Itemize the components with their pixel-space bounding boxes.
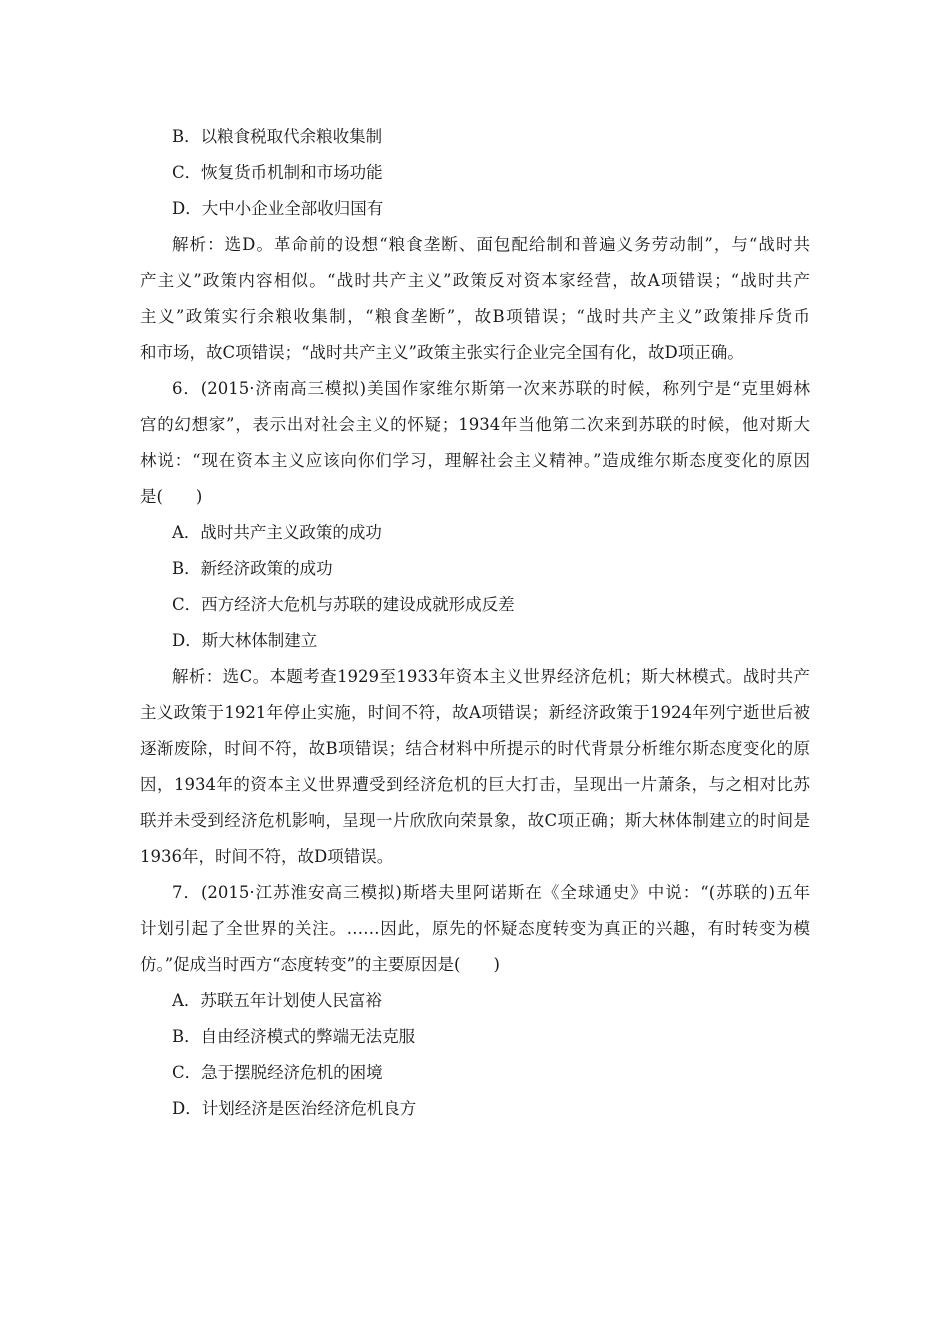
q6-explanation-line: 逐渐废除，时间不符，故B项错误；结合材料中所提示的时代背景分析维尔斯态度变化的原 [140, 739, 810, 758]
q5-option-c: C．恢复货币机制和市场功能 [172, 163, 383, 182]
q5-option-b: B．以粮食税取代余粮收集制 [172, 127, 383, 146]
q6-stem-line: 是( ) [140, 487, 203, 506]
q5-explanation-line: 主义”政策实行余粮收集制，“粮食垄断”，故B项错误；“战时共产主义”政策排斥货币 [140, 307, 810, 326]
q5-explanation-line: 和市场，故C项错误；“战时共产主义”政策主张实行企业完全国有化，故D项正确。 [140, 343, 744, 362]
q7-option-b: B．自由经济模式的弊端无法克服 [172, 1027, 416, 1046]
q6-explanation-line: 解析：选C。本题考查1929至1933年资本主义世界经济危机；斯大林模式。战时共产 [172, 667, 810, 686]
q7-stem-line: 计划引起了全世界的关注。……因此，原先的怀疑态度转变为真正的兴趣，有时转变为模 [140, 919, 810, 938]
q6-explanation-line: 因，1934年的资本主义世界遭受到经济危机的巨大打击，呈现出一片萧条，与之相对比苏 [140, 775, 810, 794]
q6-explanation-line: 主义政策于1921年停止实施，时间不符，故A项错误；新经济政策于1924年列宁逝世后被 [140, 703, 810, 722]
q6-option-a: A．战时共产主义政策的成功 [172, 523, 382, 542]
q5-explanation-line: 解析：选D。革命前的设想“粮食垄断、面包配给制和普遍义务劳动制”，与“战时共 [172, 235, 810, 254]
q7-option-a: A．苏联五年计划使人民富裕 [172, 991, 382, 1010]
q6-stem-line: 林说：“现在资本主义应该向你们学习，理解社会主义精神。”造成维尔斯态度变化的原因 [140, 451, 810, 470]
q6-stem-line: 宫的幻想家”，表示出对社会主义的怀疑；1934年当他第二次来到苏联的时候，他对斯大 [140, 415, 810, 434]
q7-stem-line: 仿。”促成当时西方“态度转变”的主要原因是( ) [140, 955, 500, 974]
q5-explanation-line: 产主义”政策内容相似。“战时共产主义”政策反对资本家经营，故A项错误；“战时共产 [140, 271, 810, 290]
q6-stem-line: 6．(2015·济南高三模拟)美国作家维尔斯第一次来苏联的时候，称列宁是“克里姆林 [172, 379, 810, 398]
q6-option-c: C．西方经济大危机与苏联的建设成就形成反差 [172, 595, 515, 614]
q6-option-b: B．新经济政策的成功 [172, 559, 333, 578]
q6-explanation-line: 联并未受到经济危机影响，呈现一片欣欣向荣景象，故C项正确；斯大林体制建立的时间是 [140, 811, 810, 830]
q7-option-d: D．计划经济是医治经济危机良方 [172, 1099, 417, 1118]
q6-option-d: D．斯大林体制建立 [172, 631, 318, 650]
q6-explanation-line: 1936年，时间不符，故D项错误。 [140, 847, 394, 866]
q5-option-d: D．大中小企业全部收归国有 [172, 199, 384, 218]
q7-option-c: C．急于摆脱经济危机的困境 [172, 1063, 383, 1082]
q7-stem-line: 7．(2015·江苏淮安高三模拟)斯塔夫里阿诺斯在《全球通史》中说：“(苏联的)五年 [172, 883, 810, 902]
